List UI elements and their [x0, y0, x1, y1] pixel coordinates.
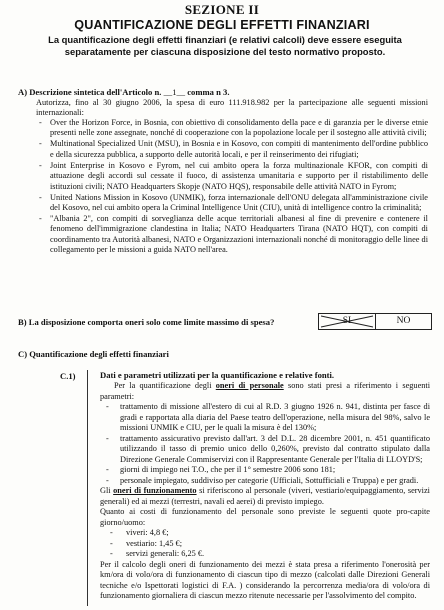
option-si: [319, 314, 376, 329]
margin-rule: [87, 370, 88, 606]
list-item: - personale impiegato, suddiviso per categorie (Ufficiali, Sottufficiali e Truppa) e per gradi.: [106, 475, 419, 485]
section-a-suffix: comma n 3.: [185, 87, 230, 97]
missions-list: [36, 118, 428, 256]
list-item: - servizi generali: 6,25 €.: [110, 549, 205, 558]
intro-text: La quantificazione degli effetti finanziari (e relativi calcoli) deve essere eseguita separatamente per ciascuna disposizione del testo normativo proposto.: [48, 34, 402, 57]
c1-heading: Dati e parametri utilizzati per la quantificazione e relative fonti.: [100, 370, 335, 380]
authorization-text: Autorizza, fino al 30 giugno 2006, la spesa di euro 111.918.982 per la partecipazione alle seguenti missioni internazionali:: [36, 98, 428, 118]
list-item: - United Nations Mission in Kosovo (UNMIK), forza internazionale dell'ONU delegata all'amministrazione civile del Kosovo, nel cui ambito opera la Criminal Intelligence Unit (CIU), unità di intelligence contro la criminalità;: [39, 192, 428, 213]
c1-number: C.1): [60, 371, 76, 381]
list-item: - "Albania 2", con compiti di sorveglianza delle acque territoriali albanesi al fine di prevenire e contenere il fenomeno dell'immigrazione clandestina in Italia; NATO Headquarters Tirana (NATO HQT), con compiti di coordinamento tra Autorità albanesi, NATO e Organizzazioni internazionali nonché di monitoraggio delle linee di collegamento per le missioni a guida NATO nell'area.: [39, 214, 428, 255]
section-title: SEZIONE II: [184, 2, 260, 17]
section-a-prefix: A) Descrizione sintetica dell'Articolo n.: [18, 87, 164, 97]
list-item: - Over the Horizon Force, in Bosnia, con obiettivo di consolidamento della pace e di garanzia per le diverse etnie presenti nelle zone assegnate, nonché di cooperazione con la popolazione locale per il sostegno alle attività civili;: [39, 118, 428, 138]
list-item: - Joint Enterprise in Kosovo e Fyrom, nel cui ambito opera la forza multinazionale KFOR, con compiti di attuazione degli accordi sul cessate il fuoco, di assistenza umanitaria e supporto per il ristabilimento delle istituzioni civili; NATO Headquarters Skopje (NATO HQS), responsabile delle attività NATO in Fyrom;: [39, 160, 428, 191]
quote-intro: Quanto ai costi di funzionamento del personale sono previste le seguenti quote pro-capite giorno/uomo:: [100, 507, 430, 527]
strikethrough-mark: [319, 314, 375, 329]
article-number: __1__: [163, 87, 186, 97]
section-a-heading: [18, 87, 229, 97]
option-no: NO: [396, 316, 411, 326]
c1-body: [100, 381, 430, 602]
yes-no-box: [318, 313, 432, 330]
list-item: - vestiario: 1,45 €;: [110, 538, 182, 548]
page-title: QUANTIFICAZIONE DEGLI EFFETTI FINANZIARI: [74, 18, 370, 32]
list-item: - viveri: 4,8 €;: [110, 528, 169, 537]
section-b-question: B) La disposizione comporta oneri solo come limite massimo di spesa?: [18, 317, 275, 327]
section-c-heading: C) Quantificazione degli effetti finanziari: [18, 349, 169, 359]
list-item: - Multinational Specialized Unit (MSU), in Bosnia e in Kosovo, con compiti di mantenimento dell'ordine pubblico e della sicurezza pubblica, a supporto delle autorità locali, e per il reinserimento dei rifugiati;: [39, 139, 428, 159]
list-item: - trattamento di missione all'estero di cui al R.D. 3 giugno 1926 n. 941, distinta per fasce di gradi e rapportata alla diaria del Paese teatro dell'operazione, nella misura del 98%, salvo le missioni UNMIK e CIU, per le quali la misura è del 130%;: [106, 402, 430, 432]
mezzi-paragraph: Per il calcolo degli oneri di funzionamento dei mezzi è stata presa a riferimento l'onerosità per km/ora di volo/ora di funzionamento di ciascun tipo di mezzo (calcolati dalle Direzioni Generali tecniche e/o Ispettorati logistici di F.A. ) considerando la percorrenza media/ora di volo/ora di funzionamento giornaliera di ciascun mezzo ritenute necessarie per l'assolvimento del compito.: [100, 559, 430, 600]
list-item: - trattamento assicurativo previsto dall'art. 3 del D.L. 28 dicembre 2001, n. 451 quantificato utilizzando il tasso di premio unico dello 0,260%, previsto dal contratto stipulato dalla Direzione Generale Commiservizi con il Rappresentante Generale per l'Italia di LLOYD'S;: [106, 433, 430, 464]
list-item: - giorni di impiego nei T.O., che per il 1° semestre 2006 sono 181;: [106, 465, 336, 474]
funzionamento-intro: Gli oneri di funzionamento si riferiscono al personale (viveri, vestiario/equipaggiamento, servizi generali) ed ai mezzi (terrestri, navali ed aerei) di previsto impiego.: [100, 486, 430, 506]
personale-intro: Per la quantificazione degli oneri di personale sono stati presi a riferimento i seguenti parametri:: [100, 381, 431, 401]
